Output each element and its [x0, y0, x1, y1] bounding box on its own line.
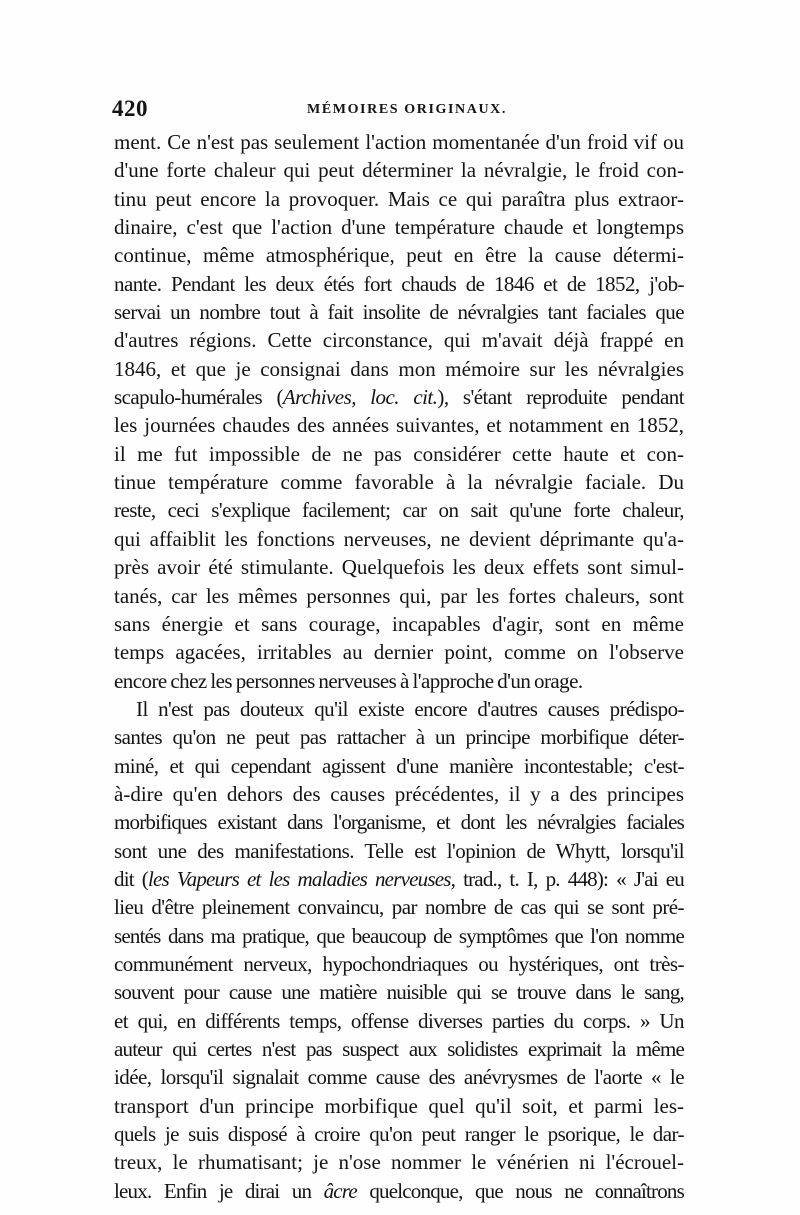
text-line: santes qu'on ne peut pas rattacher à un principe morbifique déter-: [114, 725, 684, 750]
text-line: qui affaiblit les fonctions nerveuses, ne devient déprimante qu'a-: [114, 526, 684, 551]
text-line: et qui, en différents temps, offense diverses parties du corps. » Un: [114, 1008, 684, 1033]
text-line: les journées chaudes des années suivantes, et notamment en 1852,: [114, 413, 684, 438]
text-line: à-dire qu'en dehors des causes précédentes, il y a des principes: [114, 781, 684, 806]
text-line: reste, ceci s'explique facilement; car on sait qu'une forte chaleur,: [114, 498, 684, 523]
text-line: d'autres régions. Cette circonstance, qui m'avait déjà frappé en: [114, 328, 684, 353]
text-line: souvent pour cause une matière nuisible qui se trouve dans le sang,: [114, 980, 684, 1005]
text-line: encore chez les personnes nerveuses à l'approche d'un orage.: [114, 668, 583, 693]
text-line: auteur qui certes n'est pas suspect aux solidistes exprimait la même: [114, 1037, 684, 1061]
text-line: [114, 1177, 684, 1205]
italic-word: âcre: [323, 1178, 357, 1203]
running-title: MÉMOIRES ORIGINAUX.: [307, 102, 507, 117]
text-line: ment. Ce n'est pas seulement l'action momentanée d'un froid vif ou: [114, 130, 684, 154]
italic-citation: Archives, loc. cit.: [282, 385, 438, 410]
text-line: transport d'un principe morbifique quel qu'il soit, et parmi les-: [114, 1093, 684, 1118]
text-line: près avoir été stimulante. Quelquefois les deux effets sont simul-: [114, 555, 684, 580]
text-segment: ), s'étant reproduite pendant: [437, 385, 684, 410]
text-line: continue, même atmosphérique, peut en être la cause détermi-: [114, 243, 684, 268]
text-line: temps agacées, irritables au dernier point, comme on l'observe: [114, 640, 684, 665]
text-line: [114, 383, 684, 411]
text-segment: leux. Enfin je dirai un: [114, 1178, 324, 1203]
text-line: idée, lorsqu'il signalait comme cause des anévrysmes de l'aorte « le: [114, 1065, 684, 1090]
text-segment: dit (: [114, 866, 148, 891]
page-number: 420: [112, 96, 148, 121]
text-line: tinu peut encore la provoquer. Mais ce qui paraîtra plus extraor-: [114, 186, 684, 211]
text-line: sans énergie et sans courage, incapables d'agir, sont en même: [114, 611, 684, 636]
body-text: [114, 128, 684, 1205]
text-segment: quelconque, que nous ne connaîtrons: [356, 1178, 684, 1203]
text-line: communément nerveux, hypochondriaques ou hystériques, ont très-: [114, 951, 684, 976]
text-line: sont une des manifestations. Telle est l'opinion de Whytt, lorsqu'il: [114, 838, 684, 863]
page-header: [112, 96, 684, 128]
text-line: tinue température comme favorable à la névralgie faciale. Du: [114, 470, 684, 495]
text-line: servai un nombre tout à fait insolite de névralgies tant faciales que: [114, 300, 684, 325]
text-line: nante. Pendant les deux étés fort chauds de 1846 et de 1852, j'ob-: [114, 271, 684, 296]
text-line: morbifiques existant dans l'organisme, et dont les névralgies faciales: [114, 810, 684, 835]
text-line: il me fut impossible de ne pas considérer cette haute et con-: [114, 441, 684, 466]
italic-citation: les Vapeurs et les maladies nerveuses,: [147, 866, 456, 891]
text-line: sentés dans ma pratique, que beaucoup de symptômes que l'on nomme: [114, 923, 684, 948]
text-line: quels je suis disposé à croire qu'on peut ranger le psorique, le dar-: [114, 1122, 684, 1147]
text-segment: scapulo-humérales (: [114, 385, 283, 410]
text-segment: trad., t. I, p. 448): « J'ai eu: [455, 866, 684, 891]
text-line: treux, le rhumatisant; je n'ose nommer le vénérien ni l'écrouel-: [114, 1150, 684, 1175]
text-line: miné, et qui cependant agissent d'une manière incontestable; c'est-: [114, 753, 684, 778]
text-line: 1846, et que je consignai dans mon mémoire sur les névralgies: [114, 356, 684, 381]
text-line: Il n'est pas douteux qu'il existe encore d'autres causes prédispo-: [136, 696, 684, 721]
text-line: [114, 865, 684, 893]
text-line: lieu d'être pleinement convaincu, par nombre de cas qui se sont pré-: [114, 895, 684, 920]
text-line: d'une forte chaleur qui peut déterminer la névralgie, le froid con-: [114, 158, 684, 183]
text-line: dinaire, c'est que l'action d'une température chaude et longtemps: [114, 215, 684, 240]
text-line: tanés, car les mêmes personnes qui, par les fortes chaleurs, sont: [114, 583, 684, 608]
